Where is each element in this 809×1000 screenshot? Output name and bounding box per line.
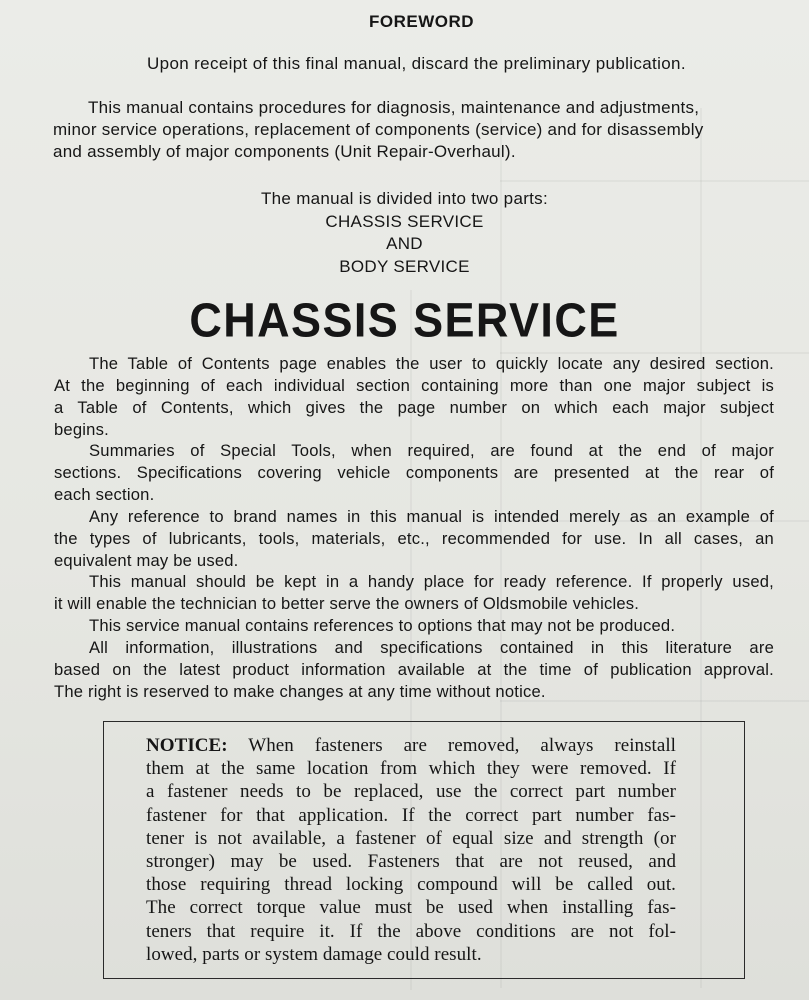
body-line: equivalent may be used.: [54, 550, 239, 570]
notice-line: [146, 734, 676, 757]
body-line: The right is reserved to make changes at any time without notice.: [54, 681, 546, 701]
notice-line: fastener for that application. If the correct part number fas-: [146, 804, 676, 826]
body-line: each section.: [54, 485, 155, 505]
notice-line: those requiring thread locking compound will be called out.: [146, 874, 676, 896]
part-body-service: BODY SERVICE: [339, 256, 470, 276]
paragraph-line: minor service operations, replacement of components (service) and for disassembly: [53, 120, 704, 139]
notice-line: stronger) may be used. Fasteners that are not reused, and: [146, 851, 676, 873]
notice-line: a fastener needs to be replaced, use the correct part number: [146, 781, 676, 803]
paragraph-line: This manual contains procedures for diagnosis, maintenance and adjustments,: [88, 98, 700, 117]
notice-line: The correct torque value must be used when installing fas-: [146, 897, 676, 919]
notice-label: NOTICE:: [146, 735, 228, 756]
body-line: The Table of Contents page enables the user to quickly locate any desired section.: [89, 354, 774, 373]
body-line: This service manual contains references to options that may not be produced.: [89, 616, 676, 636]
chassis-service-body: [54, 353, 774, 703]
body-line: a Table of Contents, which gives the page number on which each major subject: [54, 397, 774, 417]
body-line: sections. Specifications covering vehicle components are presented at the rear of: [54, 463, 774, 483]
body-line: This manual should be kept in a handy place for ready reference. If properly used,: [89, 572, 774, 592]
parts-and: AND: [386, 234, 423, 253]
notice-line: tener is not available, a fastener of equal size and strength (or: [146, 827, 676, 849]
body-line: At the beginning of each individual section containing more than one major subject is: [54, 375, 774, 395]
body-line: based on the latest product information available at the time of publication approval.: [54, 659, 774, 679]
manual-contents-paragraph: [53, 97, 783, 163]
notice-line: lowed, parts or system damage could result.: [146, 943, 482, 965]
body-line: it will enable the technician to better serve the owners of Oldsmobile vehicles.: [54, 594, 640, 614]
parts-intro: The manual is divided into two parts:: [260, 189, 549, 208]
receipt-paragraph: Upon receipt of this final manual, discard the preliminary publication.: [147, 54, 686, 73]
notice-line: teners that require it. If the above conditions are not fol-: [146, 920, 676, 942]
body-line: Any reference to brand names in this manual is intended merely as an example of: [89, 506, 774, 526]
paragraph-line: and assembly of major components (Unit Repair-Overhaul).: [53, 142, 516, 161]
notice-line-text: When fasteners are removed, always reinstall: [248, 735, 676, 756]
manual-parts-block: [0, 188, 809, 278]
part-chassis-service: CHASSIS SERVICE: [325, 211, 484, 231]
body-line: All information, illustrations and specifications contained in this literature are: [89, 637, 774, 657]
show-through-line: [500, 180, 809, 182]
notice-line: them at the same location from which they were removed. If: [146, 758, 676, 780]
body-line: Summaries of Special Tools, when required, are found at the end of major: [89, 441, 774, 461]
body-line: the types of lubricants, tools, materials, etc., recommended for use. In all cases, an: [54, 528, 774, 548]
foreword-heading: FOREWORD: [368, 12, 475, 31]
section-title: CHASSIS SERVICE: [189, 292, 620, 348]
body-line: begins.: [54, 419, 109, 439]
notice-text: [146, 734, 676, 966]
